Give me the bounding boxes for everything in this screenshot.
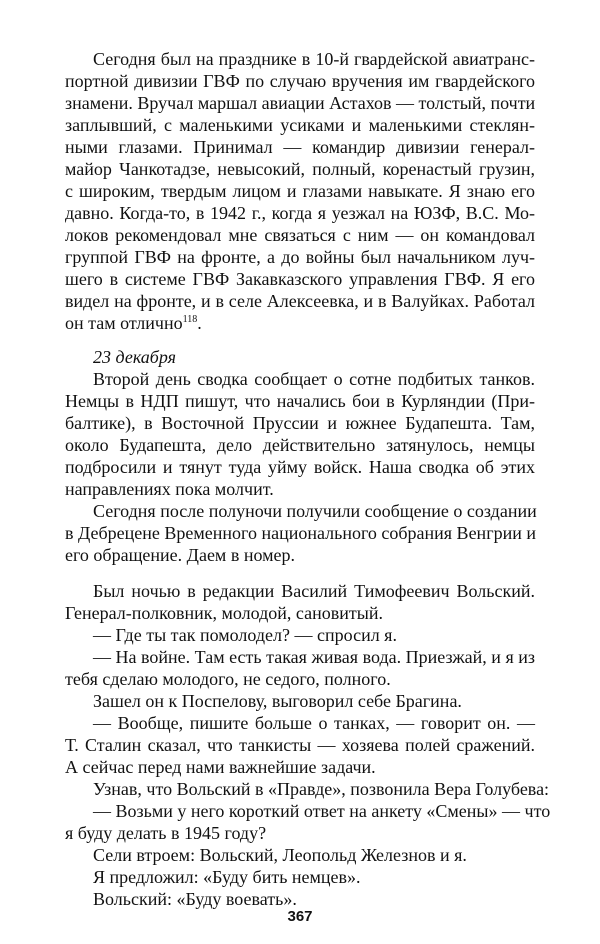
p13-line-1: Вольский: «Буду воевать». xyxy=(93,889,297,909)
p1-line-3: знамени. Вручал маршал авиации Астахов — толстый, почти xyxy=(65,93,536,113)
p4-line-1: Был ночью в редакции Василий Тимофеевич Вольский. xyxy=(93,581,535,601)
footnote-ref: 118 xyxy=(182,314,198,325)
p1-line-8: давно. Когда-то, в 1942 г., когда я уезжал на ЮЗФ, В.С. Мо- xyxy=(65,203,535,223)
p10-line-1: — Возьми у него короткий ответ на анкету «Смены» — что xyxy=(93,801,551,821)
p4-line-2: Генерал-полковник, молодой, сановитый. xyxy=(65,603,383,623)
date-heading: 23 декабря xyxy=(93,347,176,367)
p1-line-9: локов рекомендовал мне связаться с ним — он командовал xyxy=(65,225,535,245)
p2-line-6: направлениях пока молчит. xyxy=(65,479,274,499)
p1-tail: . xyxy=(197,313,202,333)
p2-line-1: Второй день сводка сообщает о сотне подбитых танков. xyxy=(93,369,535,389)
p8-line-3: А сейчас перед нами важнейшие задачи. xyxy=(65,757,376,777)
p5-line-1: — Где ты так помолодел? — спросил я. xyxy=(93,625,397,645)
p11-line-1: Сели втроем: Вольский, Леопольд Железнов и я. xyxy=(93,845,467,865)
p1-line-13 xyxy=(65,312,535,334)
p1-line-11: шего в системе ГВФ Закавказского управления ГВФ. Я его xyxy=(65,269,535,289)
p12-line-1: Я предложил: «Буду бить немцев». xyxy=(93,867,361,887)
p1-line-5: ными глазами. Принимал — командир дивизии генерал- xyxy=(65,137,535,157)
p1-line-7: с широким, твердым лицом и глазами навыкате. Я знаю его xyxy=(65,181,535,201)
p1-line-4: заплывший, с маленькими усиками и маленькими стеклян- xyxy=(65,115,535,135)
p6-line-2: тебя сделаю молодого, не седого, полного. xyxy=(65,669,391,689)
p3-line-2: в Дебрецене Временного национального собрания Венгрии и xyxy=(65,523,536,543)
page-number: 367 xyxy=(287,908,313,925)
p1-line-10: группой ГВФ на фронте, а до войны был начальником луч- xyxy=(65,247,535,267)
p2-line-5: подбросили и тянут туда уйму войск. Наша сводка об этих xyxy=(65,457,535,477)
p6-line-1: — На войне. Там есть такая живая вода. Приезжай, и я из xyxy=(93,647,535,667)
p10-line-2: я буду делать в 1945 году? xyxy=(65,823,267,843)
p9-line-1: Узнав, что Вольский в «Правде», позвонила Вера Голубева: xyxy=(93,779,550,799)
p1-line-2: портной дивизии ГВФ по случаю вручения им гвардейского xyxy=(65,71,535,91)
p1-line-1: Сегодня был на празднике в 10-й гвардейской авиатранс- xyxy=(93,49,535,69)
p3-line-1: Сегодня после полуночи получили сообщение о создании xyxy=(93,501,537,521)
p1-line-6: майор Чанкотадзе, невысокий, полный, коренастый грузин, xyxy=(65,159,535,179)
p7-line-1: Зашел он к Поспелову, выговорил себе Брагина. xyxy=(93,691,462,711)
p2-line-3: балтике), в Восточной Пруссии и южнее Будапешта. Там, xyxy=(65,413,535,433)
p8-line-2: Т. Сталин сказал, что танкисты — хозяева полей сражений. xyxy=(65,735,535,755)
p2-line-2: Немцы в НДП пишут, что начались бои в Курляндии (При- xyxy=(65,391,535,411)
p3-line-3: его обращение. Даем в номер. xyxy=(65,545,295,565)
p8-line-1: — Вообще, пишите больше о танках, — говорит он. — xyxy=(93,713,535,733)
p1-last-text: он там отлично xyxy=(65,313,183,333)
p1-line-12: видел на фронте, и в селе Алексеевка, и в Валуйках. Работал xyxy=(65,291,535,311)
p2-line-4: около Будапешта, дело действительно затянулось, немцы xyxy=(65,435,535,455)
